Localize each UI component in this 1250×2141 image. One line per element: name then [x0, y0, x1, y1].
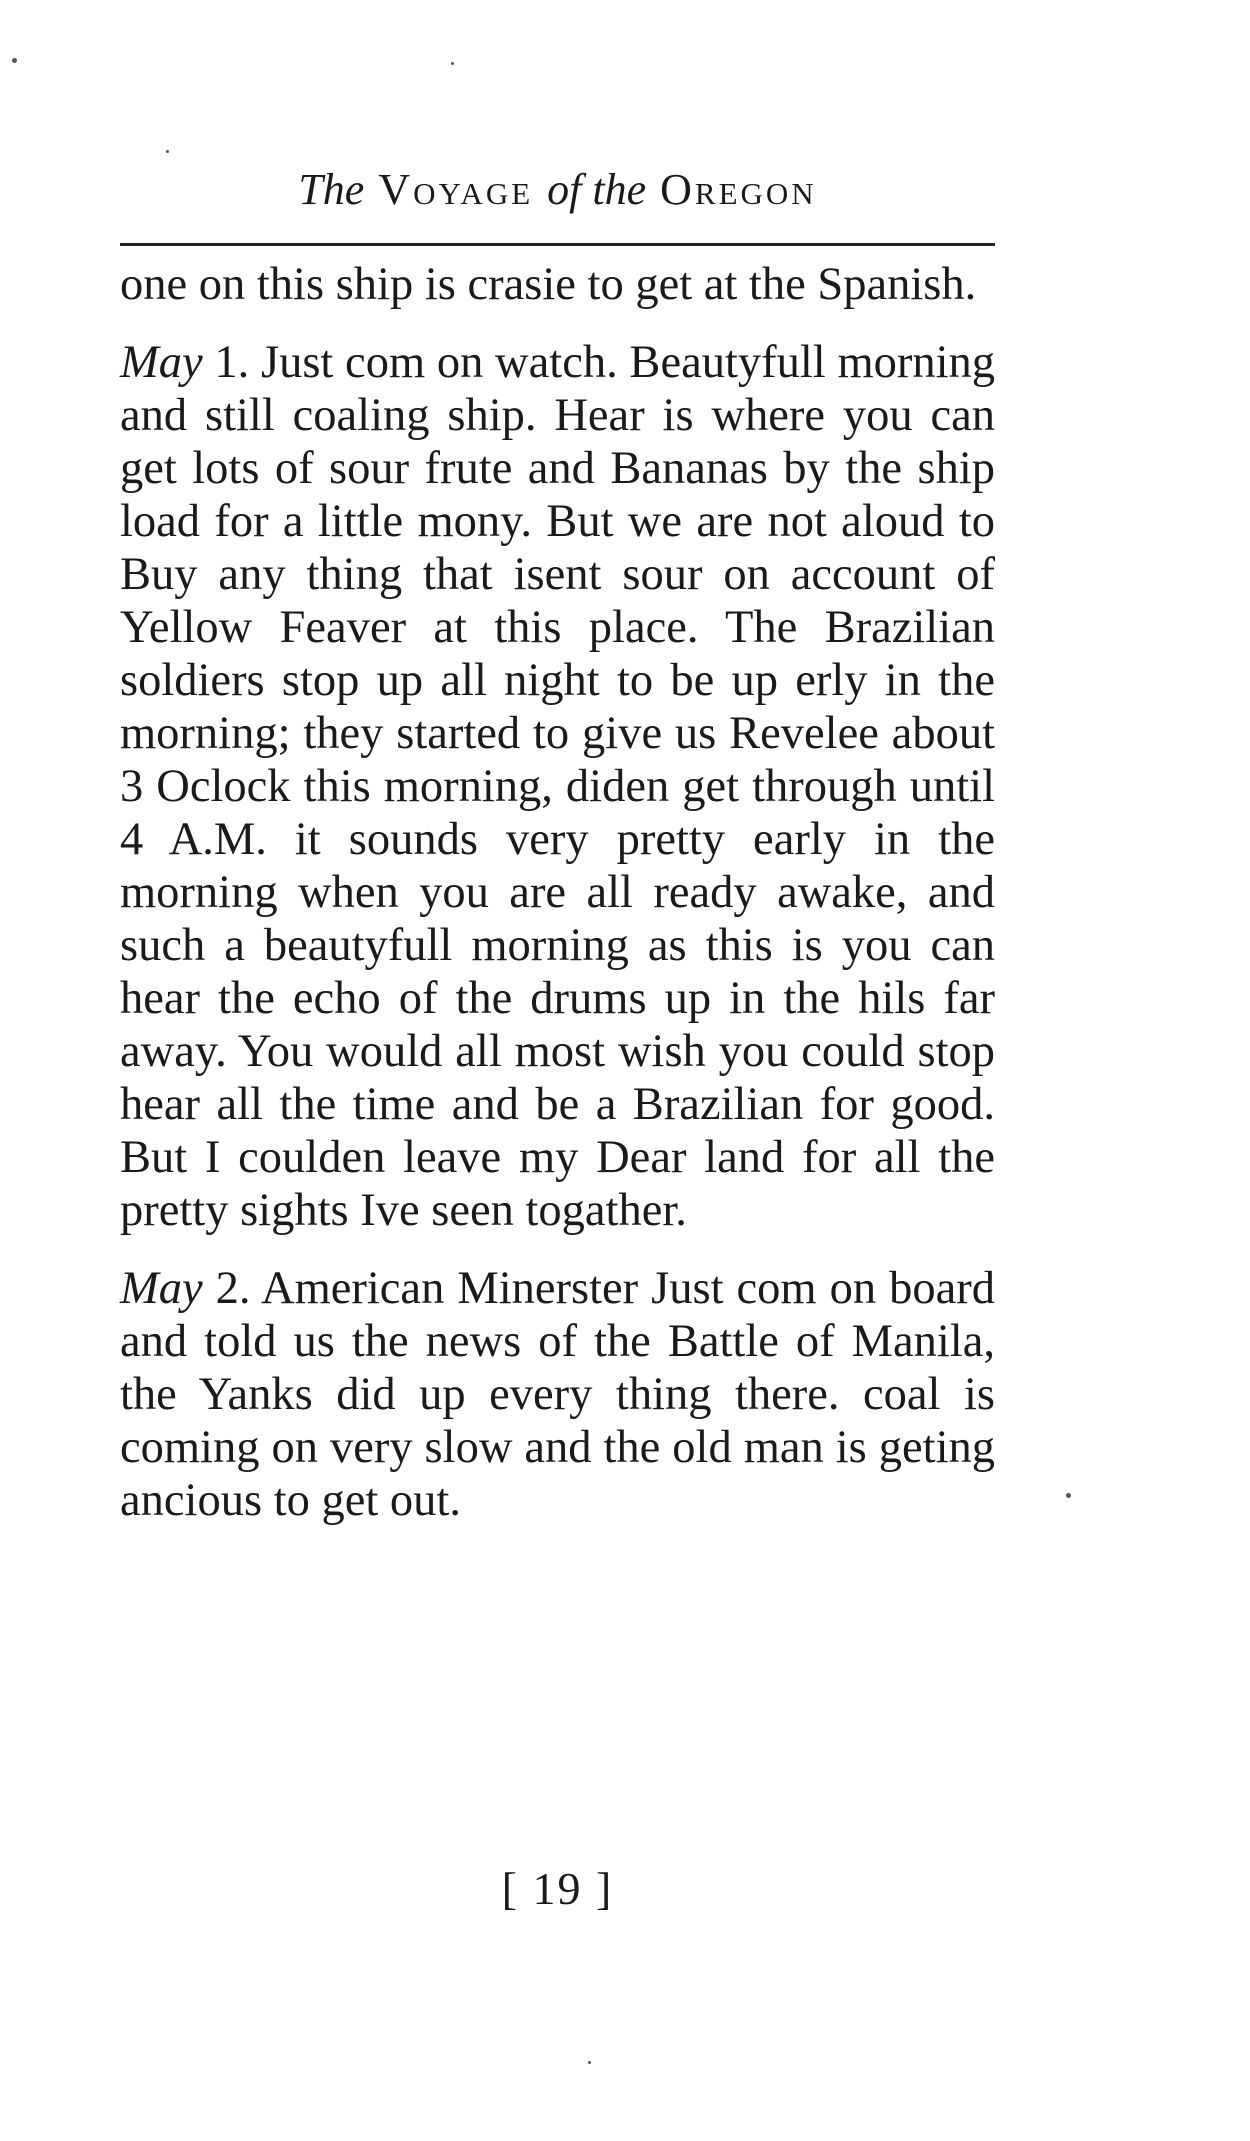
paragraph-continuation — [120, 258, 995, 311]
entry-date-month: May — [120, 1263, 203, 1314]
diary-entry-may-1 — [120, 336, 995, 1237]
running-head-oregon: Oregon — [660, 165, 817, 214]
paper-speck — [166, 150, 169, 153]
paper-speck — [588, 2061, 591, 2064]
running-head-the: The — [298, 165, 365, 214]
page-body — [120, 258, 995, 1527]
running-head — [120, 165, 995, 214]
entry-date-day: 1. — [214, 337, 250, 388]
page-number: [ 19 ] — [501, 1863, 614, 1914]
entry-date-day: 2. — [215, 1263, 251, 1314]
running-head-of-the: of the — [547, 165, 647, 214]
paper-speck — [12, 58, 17, 63]
running-head-voyage: Voyage — [378, 165, 534, 214]
header-rule — [120, 243, 995, 246]
paragraph-text: Just com on watch. Beautyfull morning and still coaling ship. Hear is where you can get lots of sour frute and Bananas by the ship load for a little mony. But we are not aloud to Buy any thing that isent sour on account of Yellow Feaver at this place. The Brazilian soldiers stop up all night to be up erly in the morning; they started to give us Revelee about 3 Oclock this morning, diden get through until 4 A.M. it sounds very pretty early in the morning when you are all ready awake, and such a beautyfull morning as this is you can hear the echo of the drums up in the hils far away. You would all most wish you could stop hear all the time and be a Brazilian for good. But I coulden leave my Dear land for all the pretty sights Ive seen togather. — [120, 337, 996, 1236]
paragraph-text: American Minerster Just com on board and told us the news of the Battle of Manila, the Yanks did up every thing there. coal is coming on very slow and the old man is geting ancious to get out. — [120, 1263, 996, 1526]
entry-date-month: May — [120, 337, 203, 388]
paragraph-text: one on this ship is crasie to get at the Spanish. — [120, 259, 977, 310]
paper-speck — [1066, 1493, 1071, 1498]
paper-speck — [451, 62, 454, 65]
book-page — [120, 0, 995, 2141]
diary-entry-may-2 — [120, 1262, 995, 1527]
